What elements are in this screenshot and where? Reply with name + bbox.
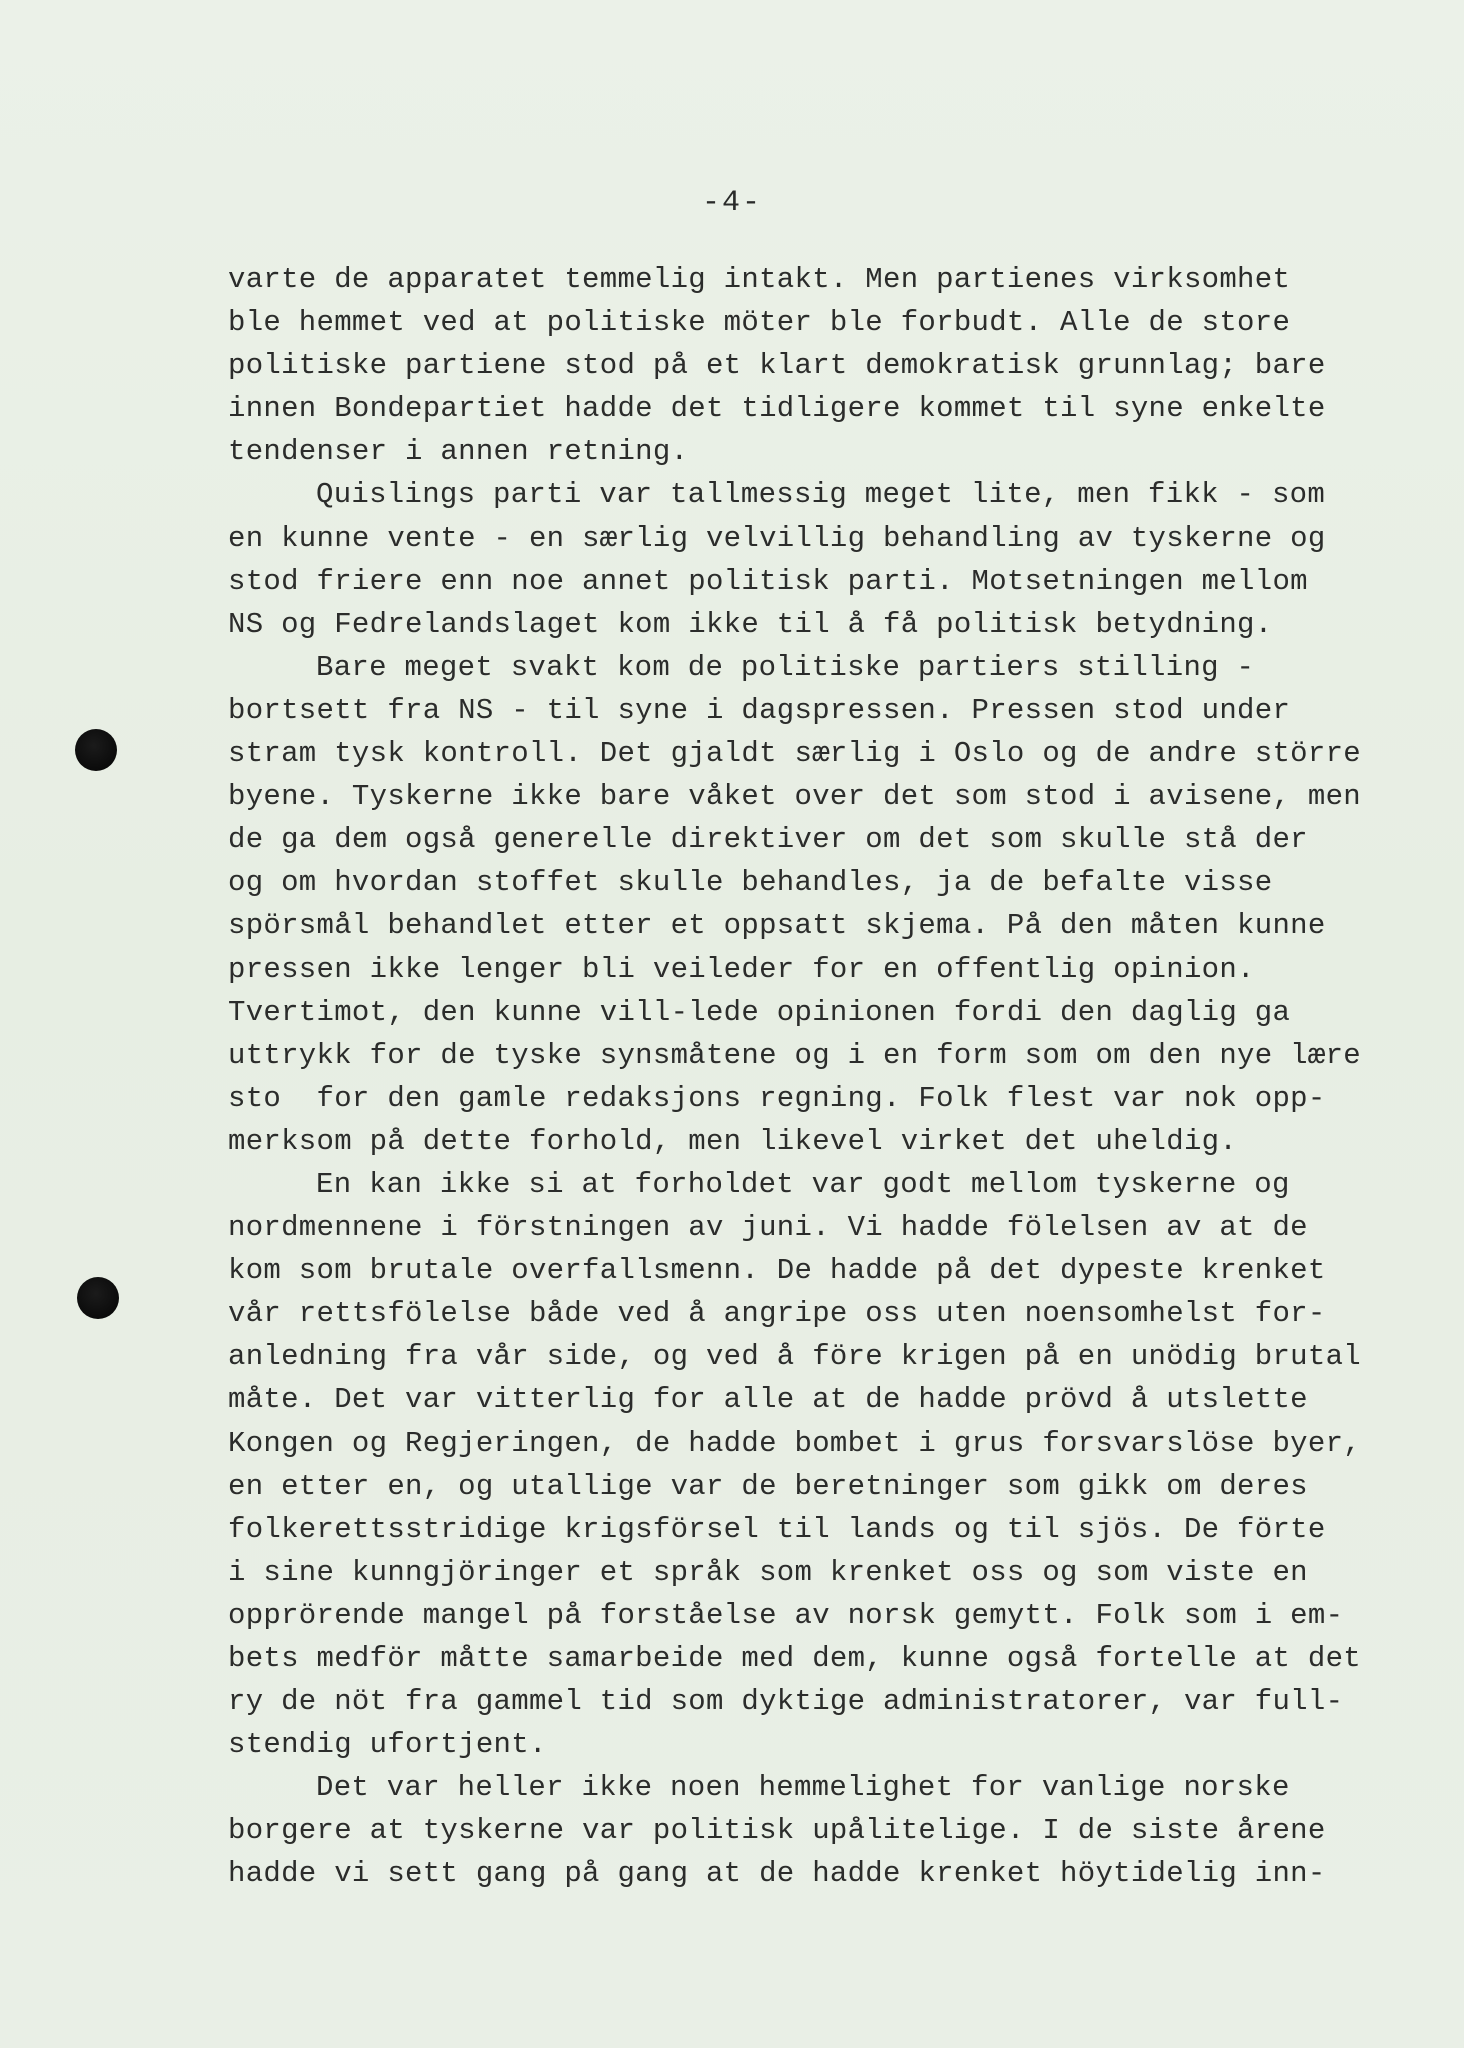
- text-line: tendenser i annen retning.: [228, 435, 689, 469]
- text-line: ry de nöt fra gammel tid som dyktige administratorer, var full-: [228, 1685, 1344, 1719]
- text-line: innen Bondepartiet hadde det tidligere kommet til syne enkelte: [228, 392, 1326, 426]
- text-line: byene. Tyskerne ikke bare våket over det som stod i avisene, men: [228, 780, 1361, 814]
- text-line: hadde vi sett gang på gang at de hadde krenket höytidelig inn-: [228, 1857, 1326, 1891]
- punch-hole-lower: [77, 1277, 119, 1319]
- text-line: spörsmål behandlet etter et oppsatt skjema. På den måten kunne: [228, 909, 1326, 943]
- text-line: NS og Fedrelandslaget kom ikke til å få politisk betydning.: [228, 607, 1273, 641]
- punch-hole-upper: [75, 729, 117, 771]
- text-line: stod friere enn noe annet politisk parti. Motsetningen mellom: [228, 564, 1308, 598]
- text-line: varte de apparatet temmelig intakt. Men partienes virksomhet: [228, 263, 1291, 296]
- text-line: i sine kunngjöringer et språk som krenket oss og som viste en: [228, 1555, 1308, 1589]
- text-line: borgere at tyskerne var politisk upålitelige. I de siste årene: [228, 1814, 1326, 1848]
- paragraph-start-line: Bare meget svakt kom de politiske partiers stilling -: [316, 650, 1255, 684]
- text-line: en kunne vente - en særlig velvillig behandling av tyskerne og: [228, 521, 1326, 555]
- text-line: stendig ufortjent.: [228, 1728, 547, 1762]
- text-line: de ga dem også generelle direktiver om det som skulle stå der: [228, 823, 1308, 857]
- paragraph-start-line: En kan ikke si at forholdet var godt mellom tyskerne og: [316, 1167, 1290, 1201]
- text-line: sto for den gamle redaksjons regning. Folk flest var nok opp-: [228, 1081, 1326, 1115]
- text-line: uttrykk for de tyske synsmåtene og i en form som om den nye lære: [228, 1038, 1361, 1072]
- text-line: og om hvordan stoffet skulle behandles, ja de befalte visse: [228, 866, 1273, 900]
- text-line: en etter en, og utallige var de beretninger som gikk om deres: [228, 1469, 1308, 1503]
- paragraph-start-line: Det var heller ikke noen hemmelighet for vanlige norske: [316, 1771, 1290, 1805]
- text-line: opprörende mangel på forståelse av norsk gemytt. Folk som i em-: [228, 1598, 1344, 1632]
- page-number: -4-: [701, 186, 762, 220]
- text-line: politiske partiene stod på et klart demokratisk grunnlag; bare: [228, 349, 1326, 383]
- text-line: pressen ikke lenger bli veileder for en offentlig opinion.: [228, 952, 1255, 986]
- text-line: kom som brutale overfallsmenn. De hadde på det dypeste krenket: [228, 1254, 1326, 1288]
- text-line: Kongen og Regjeringen, de hadde bombet i grus forsvarslöse byer,: [228, 1426, 1361, 1460]
- text-line: måte. Det var vitterlig for alle at de hadde prövd å utslette: [228, 1383, 1308, 1417]
- paragraph-start-line: Quislings parti var tallmessig meget lite, men fikk - som: [316, 478, 1326, 512]
- body-text: [228, 258, 1378, 1896]
- text-line: nordmennene i förstningen av juni. Vi hadde fölelsen av at de: [228, 1211, 1308, 1245]
- text-line: merksom på dette forhold, men likevel virket det uheldig.: [228, 1124, 1238, 1158]
- text-line: Tvertimot, den kunne vill-lede opinionen fordi den daglig ga: [228, 995, 1291, 1029]
- text-line: stram tysk kontroll. Det gjaldt særlig i Oslo og de andre större: [228, 737, 1361, 771]
- text-line: folkerettsstridige krigsförsel til lands og til sjös. De förte: [228, 1512, 1326, 1546]
- text-line: bortsett fra NS - til syne i dagspressen. Pressen stod under: [228, 693, 1291, 727]
- text-line: ble hemmet ved at politiske möter ble forbudt. Alle de store: [228, 306, 1291, 340]
- text-line: bets medför måtte samarbeide med dem, kunne også fortelle at det: [228, 1642, 1361, 1675]
- text-line: vår rettsfölelse både ved å angripe oss uten noensomhelst for-: [228, 1297, 1326, 1331]
- text-line: anledning fra vår side, og ved å före krigen på en unödig brutal: [228, 1340, 1361, 1374]
